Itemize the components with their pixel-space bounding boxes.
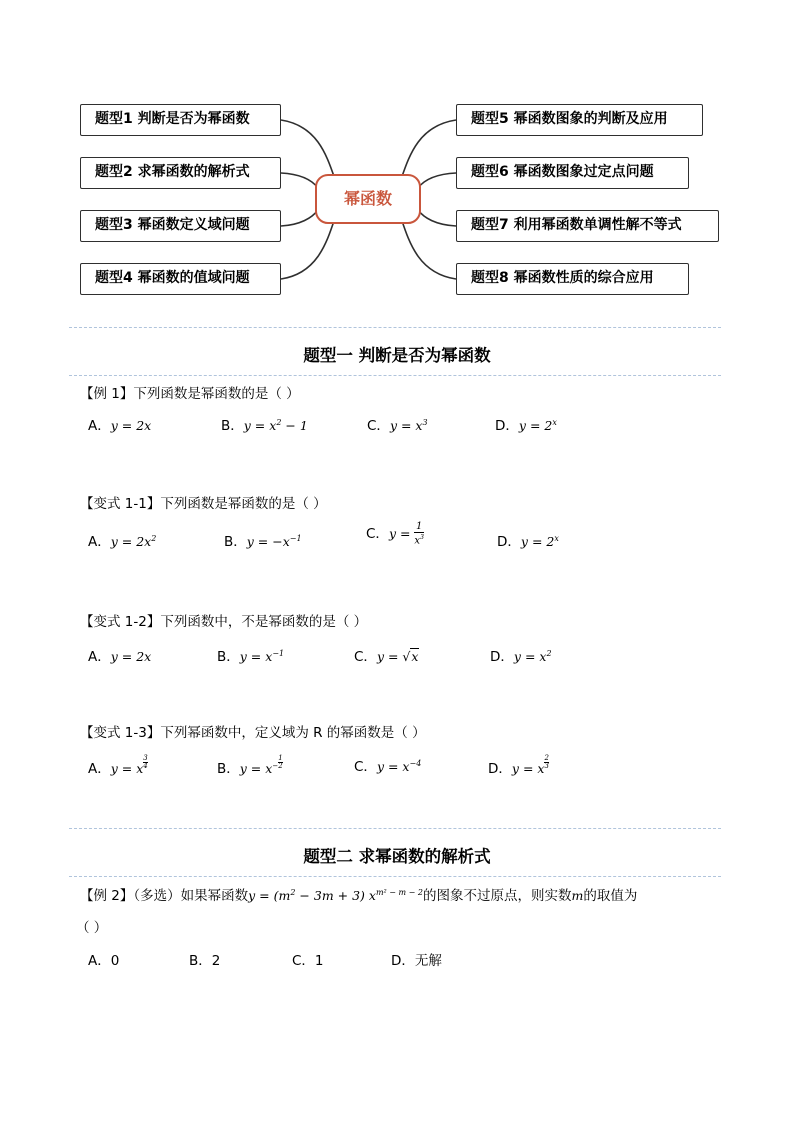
answer-paren: （ ） [76,920,108,936]
option-b[interactable]: B．$y = x^{-1}$ [217,648,285,665]
option-a[interactable]: A．0 [88,953,120,969]
section-divider-top [69,828,721,829]
question-variant-1-1: 【变式 1-1】下列函数是幂函数的是（ ） [80,496,327,512]
option-d[interactable]: D．无解 [391,953,442,969]
section-divider-top [69,327,721,328]
question-example-2: 【例 2】（多选）如果幂函数$y = (m^2 - 3m + 3)$ $x^{m^2 - m - 2}$的图象不过原点，则实数m的取值为 [80,887,638,904]
option-b[interactable]: B．2 [189,953,221,969]
option-a[interactable]: A．y = 2x [88,418,152,434]
option-c[interactable]: C．y = $\frac{1}{x^3}$ [366,521,424,547]
option-a[interactable]: A．$y = 2x^2$ [88,533,157,550]
mindmap-center: 幂函数 [315,174,421,224]
mindmap-node-4: 题型4 幂函数的值域问题 [80,263,281,295]
section-title-2: 题型二 求幂函数的解析式 [303,847,491,866]
section-divider-bottom [69,876,721,877]
option-d[interactable]: D．y = x $\frac{2}{3}$ [488,754,549,778]
option-c[interactable]: C．y = √x [354,649,419,665]
option-b[interactable]: B．$y = -x^{-1}$ [224,533,302,550]
mindmap-node-7: 题型7 利用幂函数单调性解不等式 [456,210,719,242]
option-c[interactable]: C．$y = x^3$ [367,417,428,434]
option-a[interactable]: A．y = x $\frac{3}{4}$ [88,754,148,778]
option-d[interactable]: D．$y = x^2$ [490,648,552,665]
option-d[interactable]: D．$y = 2^x$ [497,533,559,550]
option-b[interactable]: B．y = x − $\frac{1}{2}$ [217,754,283,778]
mindmap-node-1: 题型1 判断是否为幂函数 [80,104,281,136]
mindmap-node-8: 题型8 幂函数性质的综合应用 [456,263,689,295]
option-c[interactable]: C．$y = x^{-4}$ [354,758,422,775]
option-b[interactable]: B．$y = x^2 - 1$ [221,417,308,434]
mindmap-node-2: 题型2 求幂函数的解析式 [80,157,281,189]
question-variant-1-3: 【变式 1-3】下列幂函数中，定义域为 R 的幂函数是（ ） [80,725,426,741]
question-example-1: 【例 1】下列函数是幂函数的是（ ） [80,386,300,402]
mindmap-node-3: 题型3 幂函数定义域问题 [80,210,281,242]
mindmap-node-6: 题型6 幂函数图象过定点问题 [456,157,689,189]
question-variant-1-2: 【变式 1-2】下列函数中，不是幂函数的是（ ） [80,614,368,630]
option-c[interactable]: C．1 [292,953,324,969]
mindmap-node-5: 题型5 幂函数图象的判断及应用 [456,104,703,136]
section-divider-bottom [69,375,721,376]
section-title-1: 题型一 判断是否为幂函数 [303,346,491,365]
option-a[interactable]: A．y = 2x [88,649,152,665]
option-d[interactable]: D．$y = 2^x$ [495,417,557,434]
